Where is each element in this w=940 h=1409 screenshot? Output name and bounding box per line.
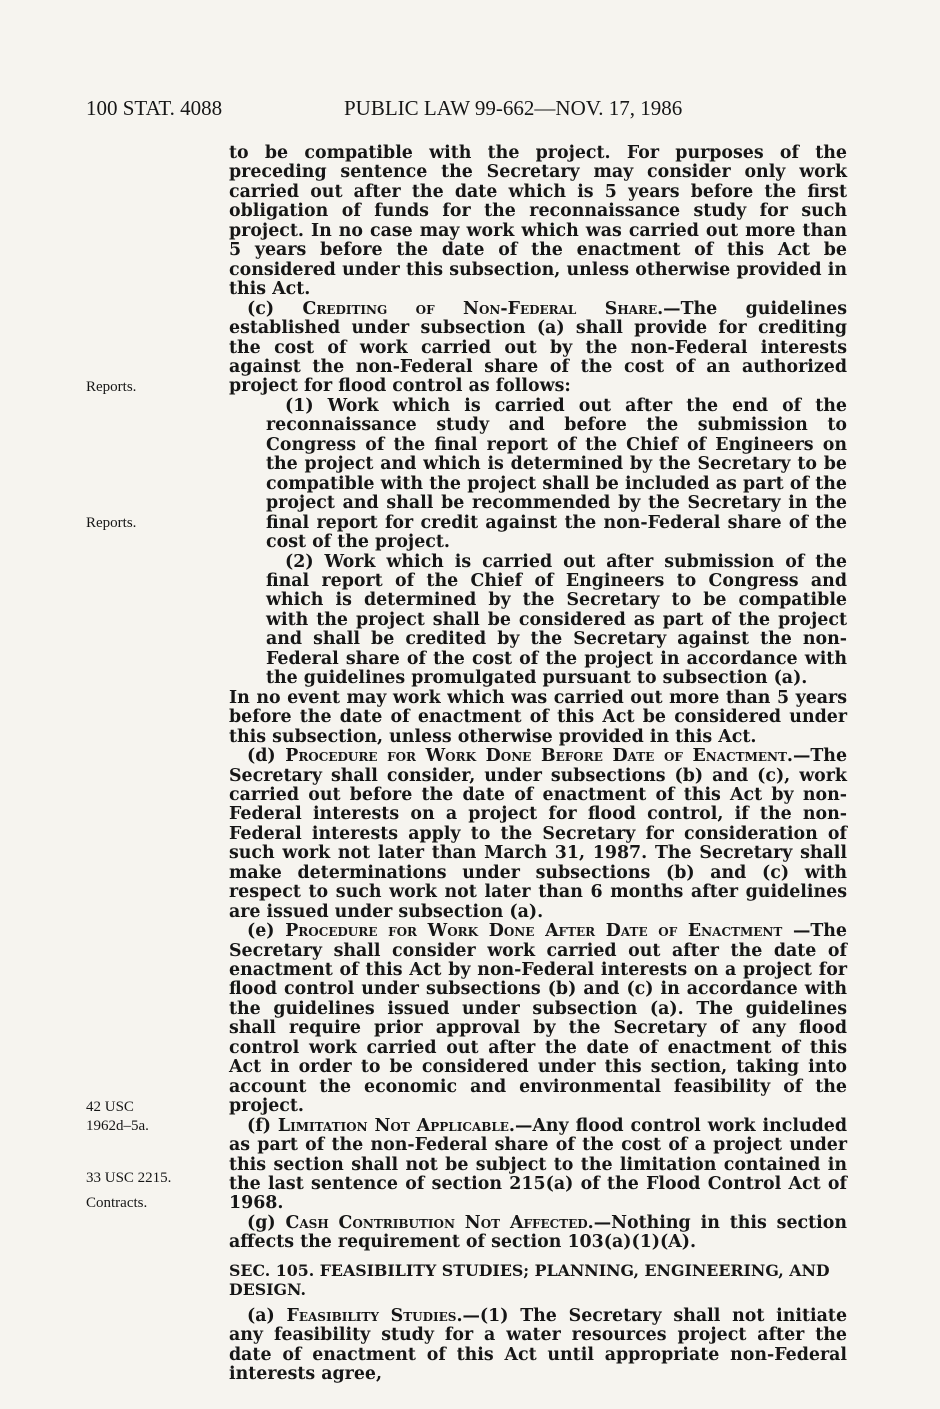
margin-note-contracts: Contracts. [86, 1195, 148, 1211]
subsection-c-heading: Crediting of Non-Federal Share. [302, 298, 664, 319]
subsection-c-label: (c) [247, 298, 303, 319]
subsection-a-text: —(1) The Secretary shall not initiate any feasibility study for a water resources project after the date of enactment of this Act until appropriate non-Federal interests agree, [229, 1305, 848, 1385]
margin-note-reports: Reports. [86, 379, 137, 395]
subsection-f-text: —Any flood control work included as part of the non-Federal share of the cost of a project under this section shall not be subject to the limitation contained in the last sentence of section 215(a) of the Flood Control Act of 1968. [229, 1115, 847, 1214]
subsection-f [229, 1117, 847, 1214]
margin-note-usc-42: 42 USC [86, 1099, 134, 1115]
subsection-f-label: (f) [247, 1115, 278, 1136]
subsection-c-paragraph-1: (1) Work which is carried out after the end of the reconnaissance study and before the submission to Congress of the final report of the Chief of Engineers on the project and which is determined by the Secretary to be compatible with the project shall be included as part of the project and shall be recommended by the Secretary in the final report for credit against the non-Federal share of the cost of the project. [266, 395, 847, 553]
subsection-e [229, 922, 847, 1117]
subsection-d-heading: Procedure for Work Done Before Date of Enactment. [285, 746, 793, 767]
section-105-subsection-a [229, 1307, 847, 1385]
subsection-a-heading: Feasibility Studies. [286, 1305, 463, 1326]
page-header [86, 96, 736, 126]
subsection-g [229, 1214, 847, 1253]
subsection-c [229, 300, 847, 397]
subsection-d-label: (d) [247, 746, 286, 767]
page-reference: 100 STAT. 4088 [86, 96, 223, 120]
subsection-g-text: —Nothing in this section affects the requirement of section 103(a)(1)(A). [229, 1212, 848, 1253]
paragraph-continued: to be compatible with the project. For purposes of the preceding sentence the Secretary may consider only work carried out after the date which is 5 years before the first obligation of funds for the reconnaissance study for such project. In no case may work which was carried out more than 5 years before the date of the enactment of this Act be considered under this subsection, unless otherwise provided in this Act. [229, 143, 847, 300]
law-title: PUBLIC LAW 99-662—NOV. 17, 1986 [344, 96, 683, 120]
subsection-c-paragraph-2: (2) Work which is carried out after submission of the final report of the Chief of Engineers to Congress and which is determined by the Secretary to be compatible with the project shall be considered as part of the project and shall be credited by the Secretary against the non-Federal share of the cost of the project in accordance with the guidelines promulgated pursuant to subsection (a). [266, 551, 847, 689]
subsection-g-heading: Cash Contribution Not Affected. [285, 1212, 594, 1233]
margin-note-usc-42-section: 1962d–5a. [86, 1118, 149, 1134]
subsection-a-label: (a) [247, 1305, 287, 1326]
subsection-d [229, 747, 847, 922]
subsection-c-text: —The guidelines established under subsection (a) shall provide for crediting the cost of work carried out by the non-Federal interests against the non-Federal share of the cost of an authorized project for flood control as follows: [229, 298, 847, 397]
subsection-e-heading: Procedure for Work Done After Date of Enactment [285, 921, 783, 942]
section-105-heading: SEC. 105. FEASIBILITY STUDIES; PLANNING, ENGINEERING, AND DESIGN. [229, 1260, 830, 1300]
subsection-g-label: (g) [247, 1212, 286, 1233]
subsection-e-text: —The Secretary shall consider work carried out after the date of enactment of this Act by non-Federal interests on a project for flood control under subsections (b) and (c) in accordance with the guidelines issued under subsection (a). The guidelines shall require prior approval by the Secretary of any flood control work carried out after the date of enactment of this Act in order to be considered under this section, taking into account the economic and environmental feasibility of the project. [229, 921, 847, 1117]
subsection-e-label: (e) [247, 921, 286, 942]
margin-note-usc-33: 33 USC 2215. [86, 1170, 172, 1186]
margin-note-reports: Reports. [86, 515, 137, 531]
subsection-c-closing: In no event may work which was carried out more than 5 years before the date of enactment of this Act be considered under this subsection, unless otherwise provided in this Act. [229, 687, 847, 747]
statute-body [229, 144, 847, 1385]
subsection-f-heading: Limitation Not Applicable. [277, 1115, 515, 1136]
subsection-d-text: —The Secretary shall consider, under subsections (b) and (c), work carried out before the date of enactment of this Act by non-Federal interests on a project for flood control, if the non-Federal interests apply to the Secretary for consideration of such work not later than March 31, 1987. The Secretary shall make determinations under subsections (b) and (c) with respect to such work not later than 6 months after guidelines are issued under subsection (a). [229, 746, 848, 922]
